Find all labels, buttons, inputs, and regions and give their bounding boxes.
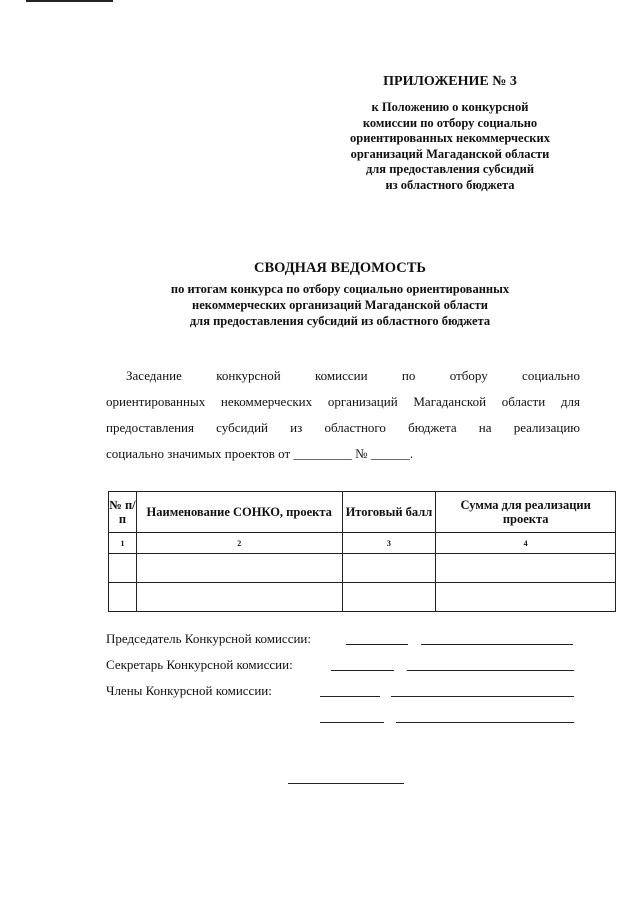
appendix-line: к Положению о конкурсной — [371, 100, 529, 114]
summary-table — [108, 491, 616, 612]
end-rule — [288, 783, 404, 784]
signature-line — [346, 644, 408, 645]
document-subtitle-line: для предоставления субсидий из областного бюджета — [189, 314, 491, 328]
signature-members — [106, 678, 580, 704]
column-number: 4 — [436, 533, 616, 554]
appendix-line: комиссии по отбору социально — [362, 115, 538, 130]
appendix-line: из областного бюджета — [385, 177, 515, 192]
appendix-line: ориентированных некоммерческих — [350, 131, 550, 145]
body-line: социально значимых проектов от _________ № ______. — [106, 446, 414, 461]
appendix-title: ПРИЛОЖЕНИЕ № 3 — [383, 74, 517, 89]
table-cell — [109, 554, 137, 583]
table-row — [109, 583, 616, 612]
table-row — [109, 554, 616, 583]
signature-label: Секретарь Конкурсной комиссии: — [106, 657, 293, 672]
column-header-score: Итоговый балл — [342, 492, 436, 533]
document-subtitle-line: по итогам конкурса по отбору социально ориентированных — [170, 282, 510, 296]
signature-chair — [106, 626, 580, 652]
table-cell — [136, 583, 342, 612]
signature-secretary — [106, 652, 580, 678]
body-line: ориентированных некоммерческих организаций Магаданской области для — [106, 394, 580, 409]
signatures-block — [106, 626, 580, 730]
signature-members-extra — [106, 704, 580, 730]
signature-line — [320, 696, 380, 697]
body-paragraph — [106, 363, 580, 467]
document-title: СВОДНАЯ ВЕДОМОСТЬ — [254, 260, 426, 276]
table-cell — [136, 554, 342, 583]
name-line — [396, 722, 574, 723]
signature-label: Члены Конкурсной комиссии: — [106, 683, 272, 698]
signature-line — [320, 722, 384, 723]
appendix-line: организаций Магаданской области — [350, 146, 550, 161]
document-subtitle-line: некоммерческих организаций Магаданской области — [192, 298, 488, 312]
table-cell — [109, 583, 137, 612]
column-number: 3 — [342, 533, 436, 554]
top-rule — [26, 0, 113, 2]
name-line — [421, 644, 573, 645]
signature-line — [331, 670, 394, 671]
appendix-block — [330, 74, 570, 193]
name-line — [391, 696, 574, 697]
column-number: 2 — [136, 533, 342, 554]
signature-label: Председатель Конкурсной комиссии: — [106, 631, 311, 646]
column-header-number: № п/п — [109, 492, 137, 533]
column-number: 1 — [109, 533, 137, 554]
document-header — [100, 260, 580, 329]
body-line: предоставления субсидий из областного бюджета на реализацию — [106, 420, 580, 435]
table-cell — [436, 583, 616, 612]
body-line: Заседание конкурсной комиссии по отбору социально — [126, 368, 580, 383]
table-number-row — [109, 533, 616, 554]
table-cell — [342, 583, 436, 612]
column-header-name: Наименование СОНКО, проекта — [136, 492, 342, 533]
table-header-row — [109, 492, 616, 533]
name-line — [407, 670, 574, 671]
appendix-line: для предоставления субсидий — [365, 162, 535, 176]
table-cell — [342, 554, 436, 583]
column-header-amount: Сумма для реализации проекта — [436, 492, 616, 533]
table-cell — [436, 554, 616, 583]
